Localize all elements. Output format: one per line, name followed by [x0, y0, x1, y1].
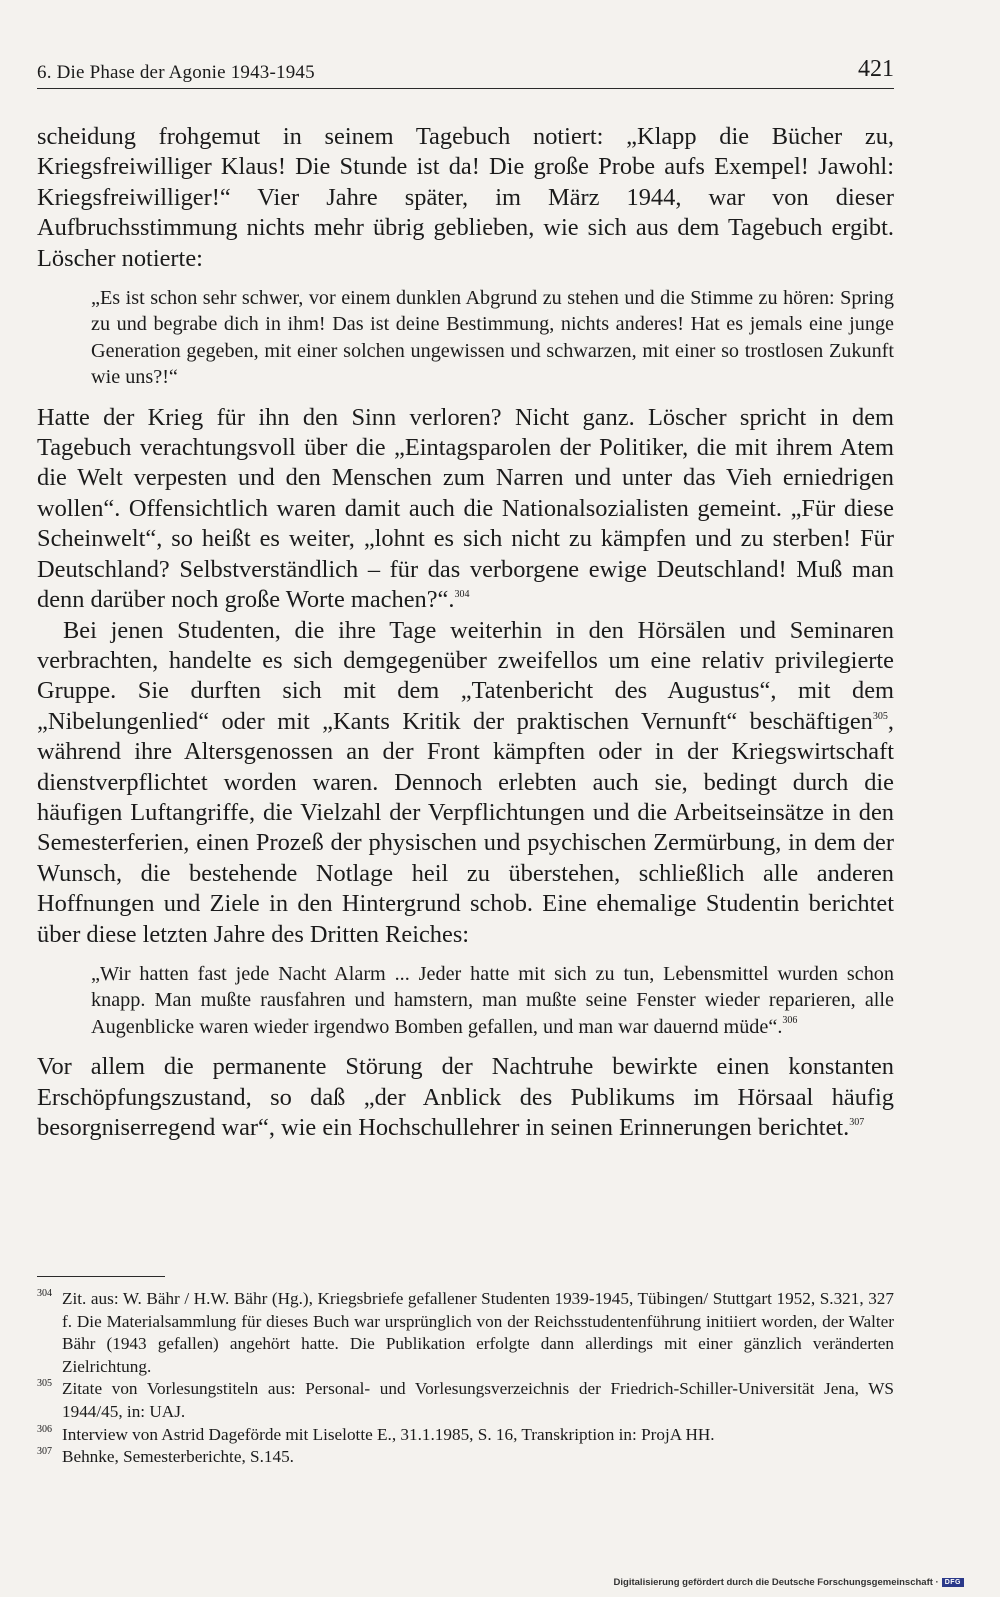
page-header	[37, 56, 894, 89]
body-text	[37, 122, 894, 1143]
block-quote-1: „Es ist schon sehr schwer, vor einem dunklen Abgrund zu stehen und die Stimme zu hören: Spring zu und begrabe dich in ihm! Das ist deine Bestimmung, nichts anderes! Hat es jemals eine junge Generation gegeben, mit einer solchen ungewissen und schwarzen, mit einer so trostlosen Zukunft wie uns?!“	[91, 287, 894, 389]
footnote-number: 307	[37, 1446, 52, 1458]
footnote-divider	[37, 1276, 165, 1277]
footnote-ref-305[interactable]: 305	[872, 710, 888, 722]
paragraph-1: scheidung frohgemut in seinem Tagebuch notiert: „Klapp die Bücher zu, Kriegsfreiwilliger Klaus! Die Stunde ist da! Die große Probe aufs Exempel! Jawohl: Kriegsfreiwilliger!“ Vier Jahre später, im März 1944, war von dieser Aufbruchsstimmung nichts mehr übrig geblieben, wie sich aus dem Tagebuch ergibt. Löscher notierte:	[37, 123, 894, 272]
paragraph-4-text: Vor allem die permanente Störung der Nachtruhe bewirkte einen konstanten Erschöpfungszustand, so daß „der Anblick des Publikums im Hörsaal häufig besorgniserregend war“, wie ein Hochschullehrer in seinen Erinnerungen berichtet.	[37, 1053, 894, 1141]
paragraph-2	[37, 403, 894, 616]
footnote-text: Zitate von Vorlesungstiteln aus: Personal- und Vorlesungsverzeichnis der Friedrich-Schiller-Universität Jena, WS 1944/45, in: UAJ.	[62, 1379, 894, 1421]
footnote-ref-304[interactable]: 304	[454, 589, 470, 601]
footnote-text: Interview von Astrid Dageförde mit Liselotte E., 31.1.1985, S. 16, Transkription in: ProjA HH.	[62, 1424, 715, 1444]
block-quote-2	[91, 961, 894, 1040]
paragraph-3	[37, 616, 894, 950]
footnote-number: 305	[37, 1378, 52, 1390]
page-number: 421	[858, 56, 894, 82]
footnotes	[37, 1288, 894, 1469]
running-head: 6. Die Phase der Agonie 1943-1945	[37, 62, 315, 83]
footnote	[37, 1424, 894, 1447]
footnote	[37, 1378, 894, 1423]
block-quote-2-text: „Wir hatten fast jede Nacht Alarm ... Jeder hatte mit sich zu tun, Lebensmittel wurden schon knapp. Man mußte rausfahren und hamstern, man mußte seine Fenster wieder reparieren, alle Augenblicke waren wieder irgendwo Bomben gefallen, und man war dauernd müde“.	[91, 962, 894, 1038]
dfg-logo-icon: DFG	[942, 1578, 964, 1587]
paragraph-3-text-a: Bei jenen Studenten, die ihre Tage weiterhin in den Hörsälen und Seminaren verbrachten, handelte es sich demgegenüber zweifellos um eine relativ privilegierte Gruppe. Sie durften sich mit dem „Tatenbericht des Augustus“, mit dem „Nibelungenlied“ oder mit „Kants Kritik der praktischen Vernunft“ beschäftigen	[37, 616, 894, 735]
footnote	[37, 1446, 894, 1469]
footnote-text: Behnke, Semesterberichte, S.145.	[62, 1447, 294, 1467]
footnote-number: 306	[37, 1423, 52, 1435]
credit-text: Digitalisierung gefördert durch die Deutsche Forschungsgemeinschaft ·	[613, 1577, 939, 1588]
footnote-ref-306[interactable]: 306	[782, 1014, 798, 1026]
paragraph-2-text: Hatte der Krieg für ihn den Sinn verloren? Nicht ganz. Löscher spricht in dem Tagebuch verachtungsvoll über die „Eintagsparolen der Politiker, die mit ihrem Atem die Welt verpesten und den Menschen zum Narren und unter das Vieh erniedrigen wollen“. Offensichtlich waren damit auch die Nationalsozialisten gemeint. „Für diese Scheinwelt“, so heißt es weiter, „lohnt es sich nicht zu kämpfen und zu sterben! Für Deutschland? Selbstverständlich – für das verborgene ewige Deutschland! Muß man denn darüber noch große Worte machen?“.	[37, 403, 894, 614]
paragraph-3-text-b: , während ihre Altersgenossen an der Front kämpften oder in der Kriegswirtschaft dienstverpflichtet worden waren. Dennoch erlebten auch sie, bedingt durch die häufigen Luftangriffe, die Vielzahl der Verpflichtungen und die Arbeitseinsätze in den Semesterferien, einen Prozeß der physischen und psychischen Zermürbung, in dem der Wunsch, die bestehende Notlage heil zu überstehen, schließlich alle anderen Hoffnungen und Ziele in den Hintergrund schob. Eine ehemalige Studentin berichtet über diese letzten Jahre des Dritten Reiches:	[37, 707, 894, 948]
footnote-text: Zit. aus: W. Bähr / H.W. Bähr (Hg.), Kriegsbriefe gefallener Studenten 1939-1945, Tübingen/ Stuttgart 1952, S.321, 327 f. Die Materialsammlung für dieses Buch war ursprünglich von der Reichsstudentenführung initiiert worden, der Walter Bähr (1943 gefallen) angehört hatte. Die Publikation erfolgte dann allerdings mit einer gänzlich veränderten Zielrichtung.	[62, 1289, 894, 1376]
footnote-ref-307[interactable]: 307	[849, 1117, 865, 1128]
footnote-number: 304	[37, 1288, 52, 1299]
digitization-credit	[614, 1577, 964, 1588]
paragraph-4	[37, 1052, 894, 1143]
footnote	[37, 1288, 894, 1378]
